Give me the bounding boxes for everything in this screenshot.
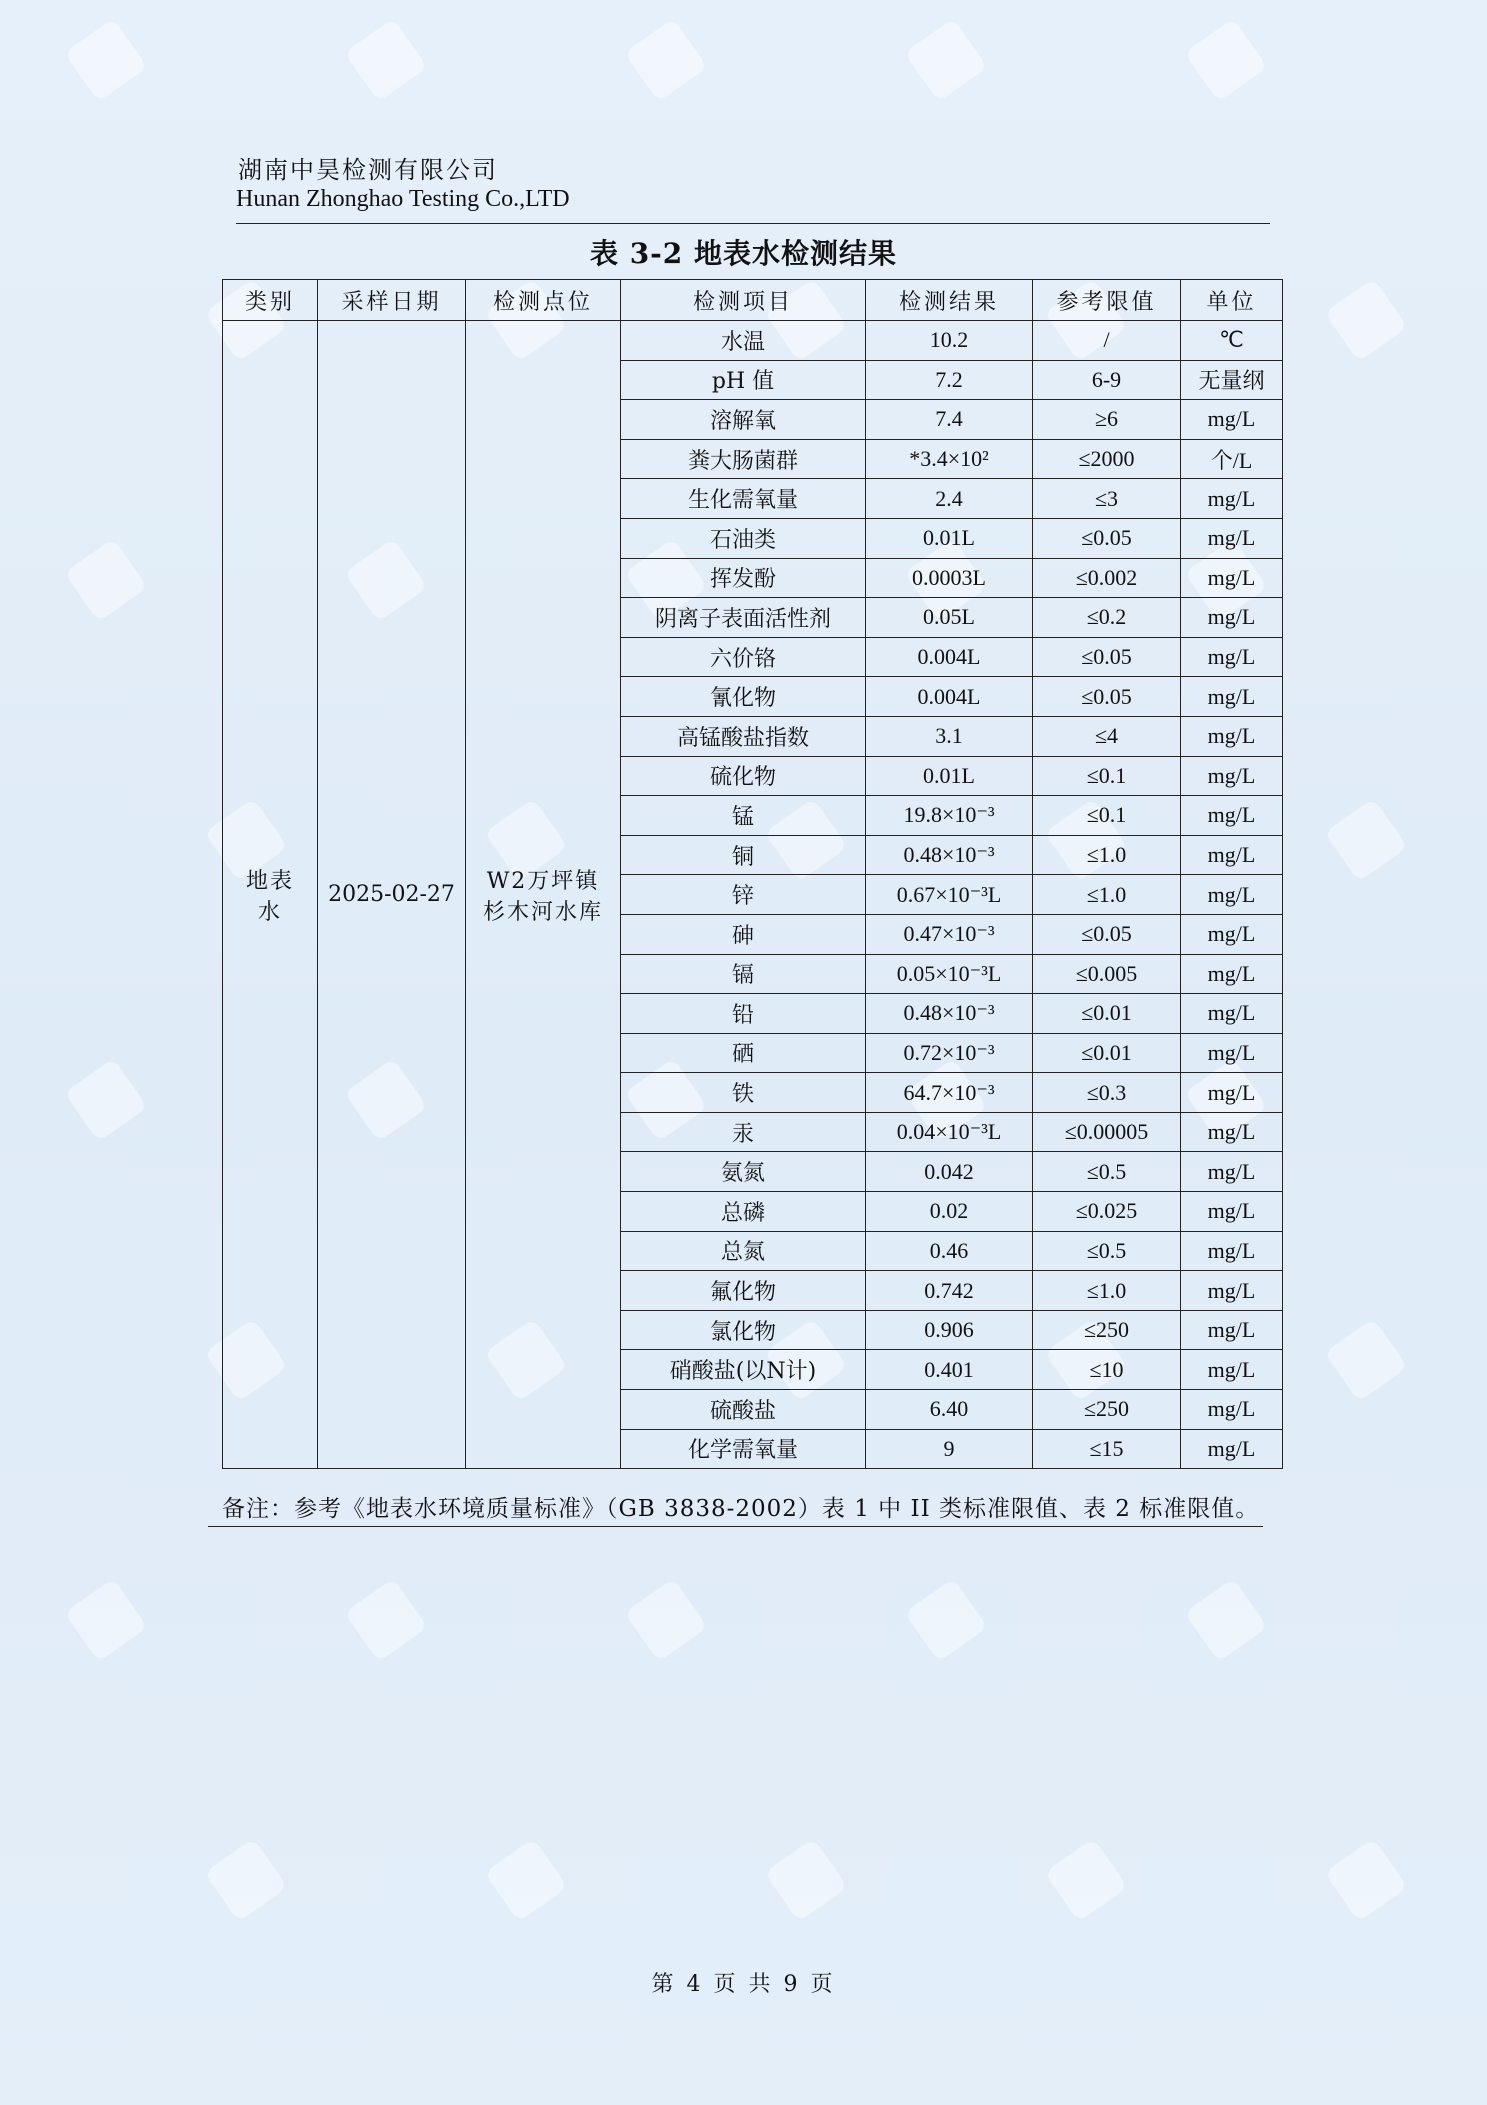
cell-result: 0.67×10⁻³L: [866, 875, 1033, 915]
cell-unit: mg/L: [1181, 518, 1283, 558]
cell-item: 石油类: [621, 518, 866, 558]
cell-item: 锰: [621, 796, 866, 836]
cell-limit: ≤2000: [1033, 439, 1181, 479]
cell-limit: ≤10: [1033, 1350, 1181, 1390]
cell-limit: ≤0.1: [1033, 756, 1181, 796]
cell-result: 19.8×10⁻³: [866, 796, 1033, 836]
cell-limit: ≤0.01: [1033, 1033, 1181, 1073]
cell-result: 0.01L: [866, 756, 1033, 796]
cell-item: 锌: [621, 875, 866, 915]
cell-category: 地表水: [223, 321, 318, 1469]
cell-unit: mg/L: [1181, 1033, 1283, 1073]
col-header-location: 检测点位: [466, 280, 621, 321]
cell-result: 0.47×10⁻³: [866, 914, 1033, 954]
cell-limit: ≤250: [1033, 1310, 1181, 1350]
cell-limit: ≤1.0: [1033, 835, 1181, 875]
cell-limit: ≤15: [1033, 1429, 1181, 1469]
cell-item: 总氮: [621, 1231, 866, 1271]
cell-limit: ≤1.0: [1033, 875, 1181, 915]
cell-unit: mg/L: [1181, 1231, 1283, 1271]
cell-item: 六价铬: [621, 637, 866, 677]
cell-result: 64.7×10⁻³: [866, 1073, 1033, 1113]
cell-item: 硝酸盐(以N计): [621, 1350, 866, 1390]
cell-limit: ≤0.005: [1033, 954, 1181, 994]
cell-result: 9: [866, 1429, 1033, 1469]
cell-unit: mg/L: [1181, 796, 1283, 836]
cell-unit: mg/L: [1181, 1390, 1283, 1430]
cell-item: 硫酸盐: [621, 1390, 866, 1430]
cell-result: *3.4×10²: [866, 439, 1033, 479]
cell-result: 0.48×10⁻³: [866, 994, 1033, 1034]
cell-result: 3.1: [866, 716, 1033, 756]
cell-item: 铅: [621, 994, 866, 1034]
cell-unit: mg/L: [1181, 479, 1283, 519]
cell-limit: ≤0.3: [1033, 1073, 1181, 1113]
cell-unit: mg/L: [1181, 1429, 1283, 1469]
cell-unit: mg/L: [1181, 1152, 1283, 1192]
cell-item: 粪大肠菌群: [621, 439, 866, 479]
col-header-limit: 参考限值: [1033, 280, 1181, 321]
cell-result: 0.0003L: [866, 558, 1033, 598]
cell-result: 0.042: [866, 1152, 1033, 1192]
cell-result: 0.02: [866, 1192, 1033, 1232]
cell-limit: ≤3: [1033, 479, 1181, 519]
cell-unit: 个/L: [1181, 439, 1283, 479]
cell-limit: ≤0.05: [1033, 914, 1181, 954]
cell-item: 镉: [621, 954, 866, 994]
col-header-category: 类别: [223, 280, 318, 321]
cell-limit: ≤0.2: [1033, 598, 1181, 638]
cell-item: 生化需氧量: [621, 479, 866, 519]
cell-result: 0.05L: [866, 598, 1033, 638]
cell-result: 7.2: [866, 360, 1033, 400]
cell-limit: ≤1.0: [1033, 1271, 1181, 1311]
cell-limit: ≤250: [1033, 1390, 1181, 1430]
cell-unit: mg/L: [1181, 954, 1283, 994]
cell-result: 0.05×10⁻³L: [866, 954, 1033, 994]
cell-limit: 6-9: [1033, 360, 1181, 400]
cell-location: W2万坪镇杉木河水库: [466, 321, 621, 1469]
cell-result: 7.4: [866, 400, 1033, 440]
cell-item: 汞: [621, 1112, 866, 1152]
cell-unit: mg/L: [1181, 558, 1283, 598]
table-row: [223, 321, 1283, 361]
cell-item: 高锰酸盐指数: [621, 716, 866, 756]
cell-result: 0.401: [866, 1350, 1033, 1390]
table-body: [223, 321, 1283, 1469]
cell-unit: mg/L: [1181, 716, 1283, 756]
table-title: 表 3-2 地表水检测结果: [589, 237, 898, 270]
cell-item: 阴离子表面活性剂: [621, 598, 866, 638]
cell-item: 氨氮: [621, 1152, 866, 1192]
cell-item: 氯化物: [621, 1310, 866, 1350]
cell-item: pH 值: [621, 360, 866, 400]
cell-result: 0.72×10⁻³: [866, 1033, 1033, 1073]
remark-divider: [208, 1526, 1263, 1527]
cell-limit: ≤0.025: [1033, 1192, 1181, 1232]
page-number: 第 4 页 共 9 页: [651, 1972, 836, 1997]
cell-unit: mg/L: [1181, 677, 1283, 717]
cell-unit: mg/L: [1181, 1310, 1283, 1350]
header-divider: [236, 223, 1270, 224]
cell-sampling-date: 2025-02-27: [318, 321, 466, 1469]
cell-unit: mg/L: [1181, 756, 1283, 796]
cell-unit: mg/L: [1181, 835, 1283, 875]
cell-limit: ≤0.01: [1033, 994, 1181, 1034]
cell-item: 硫化物: [621, 756, 866, 796]
cell-limit: ≤0.1: [1033, 796, 1181, 836]
cell-item: 铜: [621, 835, 866, 875]
cell-item: 水温: [621, 321, 866, 361]
col-header-result: 检测结果: [866, 280, 1033, 321]
cell-unit: mg/L: [1181, 400, 1283, 440]
cell-item: 挥发酚: [621, 558, 866, 598]
cell-unit: mg/L: [1181, 598, 1283, 638]
cell-result: 0.04×10⁻³L: [866, 1112, 1033, 1152]
cell-result: 0.004L: [866, 677, 1033, 717]
cell-item: 硒: [621, 1033, 866, 1073]
cell-unit: mg/L: [1181, 1112, 1283, 1152]
cell-result: 0.004L: [866, 637, 1033, 677]
col-header-unit: 单位: [1181, 280, 1283, 321]
cell-limit: ≤0.5: [1033, 1152, 1181, 1192]
col-header-item: 检测项目: [621, 280, 866, 321]
cell-limit: ≤0.00005: [1033, 1112, 1181, 1152]
cell-unit: mg/L: [1181, 914, 1283, 954]
cell-unit: mg/L: [1181, 1073, 1283, 1113]
cell-unit: mg/L: [1181, 1271, 1283, 1311]
cell-item: 化学需氧量: [621, 1429, 866, 1469]
cell-result: 0.46: [866, 1231, 1033, 1271]
cell-item: 氟化物: [621, 1271, 866, 1311]
cell-result: 10.2: [866, 321, 1033, 361]
cell-unit: mg/L: [1181, 1350, 1283, 1390]
cell-limit: ≥6: [1033, 400, 1181, 440]
cell-limit: ≤0.002: [1033, 558, 1181, 598]
cell-item: 砷: [621, 914, 866, 954]
cell-result: 0.48×10⁻³: [866, 835, 1033, 875]
cell-unit: mg/L: [1181, 1192, 1283, 1232]
cell-result: 0.742: [866, 1271, 1033, 1311]
cell-limit: ≤0.05: [1033, 518, 1181, 558]
cell-limit: ≤0.5: [1033, 1231, 1181, 1271]
cell-unit: 无量纲: [1181, 360, 1283, 400]
cell-unit: ℃: [1181, 321, 1283, 361]
cell-unit: mg/L: [1181, 875, 1283, 915]
cell-unit: mg/L: [1181, 637, 1283, 677]
results-table: [222, 279, 1283, 1469]
cell-unit: mg/L: [1181, 994, 1283, 1034]
cell-result: 0.906: [866, 1310, 1033, 1350]
cell-limit: ≤0.05: [1033, 637, 1181, 677]
cell-item: 总磷: [621, 1192, 866, 1232]
table-header-row: [223, 280, 1283, 321]
cell-limit: ≤4: [1033, 716, 1181, 756]
cell-result: 2.4: [866, 479, 1033, 519]
cell-limit: ≤0.05: [1033, 677, 1181, 717]
remark-note: 备注：参考《地表水环境质量标准》（GB 3838-2002）表 1 中 II 类标准限值、表 2 标准限值。: [222, 1496, 1260, 1522]
cell-item: 铁: [621, 1073, 866, 1113]
col-header-date: 采样日期: [318, 280, 466, 321]
cell-item: 溶解氧: [621, 400, 866, 440]
cell-item: 氰化物: [621, 677, 866, 717]
cell-limit: /: [1033, 321, 1181, 361]
cell-result: 6.40: [866, 1390, 1033, 1430]
cell-result: 0.01L: [866, 518, 1033, 558]
company-name-en: Hunan Zhonghao Testing Co.,LTD: [236, 186, 570, 212]
company-name-cn: 湖南中昊检测有限公司: [238, 156, 498, 184]
